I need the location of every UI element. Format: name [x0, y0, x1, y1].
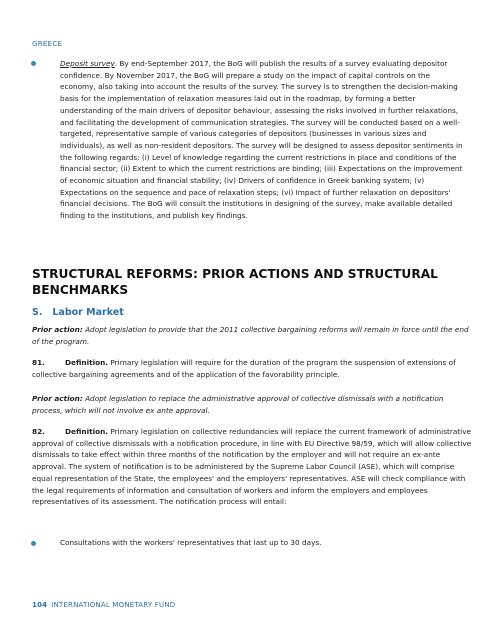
prior-action-text: Adopt legislation to provide that the 2011 collective bargaining reforms will remain in force until the end of the program.: [32, 325, 469, 346]
paragraph-text: Primary legislation on collective redundancies will replace the current framework of administrative approval of collective dismissals with a notification procedure, in line with EU Directive 98/59, which will allow collective dismissals to take effect within three months of the notification by the employer and will not require an ex-ante approval. The system of notification is to be administered by the Supreme Labor Council (ASE), which will comprise equal representation of the State, the employees' and the employers' representatives. ASE will check compliance with the legal requirements of information and consultation of workers and inform the employers and employees representatives of its assessment. The notification process will entail:: [32, 427, 472, 507]
publisher-name: INTERNATIONAL MONETARY FUND: [51, 601, 176, 609]
consultation-bullet: Consultations with the workers' representatives that last up to 30 days.: [60, 538, 322, 547]
prior-action-1: [32, 324, 472, 347]
page-footer: [32, 601, 175, 609]
sub-heading-labor-market: S. Labor Market: [32, 307, 124, 318]
paragraph-number: 82.: [32, 427, 45, 436]
deposit-survey-bullet: [60, 58, 465, 222]
definition-label: Definition.: [65, 427, 109, 436]
definition-label: Definition.: [65, 358, 109, 367]
header-country: GREECE: [32, 40, 63, 48]
prior-action-text: Adopt legislation to replace the administrative approval of collective dismissals with a notification process, which will not involve ex ante approval.: [32, 394, 444, 415]
deposit-survey-label: Deposit survey: [60, 59, 115, 68]
page-number: 104: [32, 601, 48, 609]
bullet-dot: [31, 61, 36, 66]
deposit-survey-text: . By end-September 2017, the BoG will publish the results of a survey evaluating depositor confidence. By November 2017, the BoG will prepare a study on the impact of capital controls on the economy, also taking into account the results of the survey. The survey is to strengthen the decision-making basis for the implementation of relaxation measures laid out in the roadmap, by forming a better understanding of the main drivers of depositor behaviour, assessing the risks involved in further relaxations, and facilitating the development of communication strategies. The survey will be conducted based on a well-targeted, representative sample of various categories of depositors (businesses in various sizes and individuals), as well as non-resident depositors. The survey will be designed to assess depositor sentiments in the following regards: (i) Level of knowledge regarding the current restrictions in place and conditions of the financial sector; (ii) Extent to which the current restrictions are binding; (iii) Expectations on the improvement of economic situation and financial stability; (iv) Drivers of confidence in Greek banking system; (v) Expectations on the sequence and pace of relaxation steps; (vi) Impact of further relaxation on depositors' financial decisions. The BoG will consult the institutions in designing of the survey, make available detailed finding to the institutions, and publish key findings.: [60, 59, 463, 221]
prior-action-label: Prior action:: [32, 325, 83, 334]
bullet-dot: [31, 541, 36, 546]
paragraph-text: Primary legislation will require for the duration of the program the suspension of extensions of collective bargaining agreements and of the application of the favorability principle.: [32, 358, 456, 379]
prior-action-2: [32, 393, 472, 416]
prior-action-label: Prior action:: [32, 394, 83, 403]
paragraph-81: [32, 357, 472, 380]
paragraph-number: 81.: [32, 358, 45, 367]
section-heading: STRUCTURAL REFORMS: PRIOR ACTIONS AND STRUCTURAL BENCHMARKS: [32, 267, 438, 297]
paragraph-82: [32, 426, 472, 508]
